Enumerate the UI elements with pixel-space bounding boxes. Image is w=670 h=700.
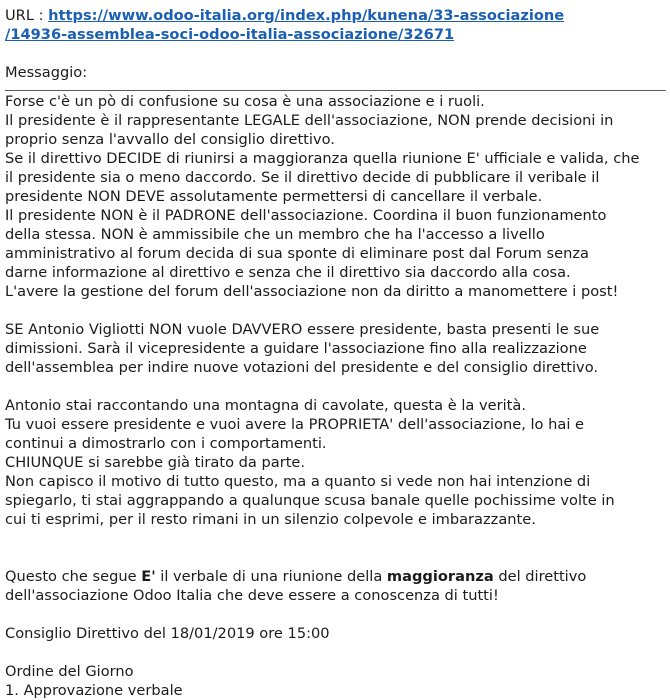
url-link-line1: https://www.odoo-italia.org/index.php/kunena/33-associazione	[48, 7, 565, 24]
text-line: della stessa. NON è ammissibile che un membro che ha l'accesso a livello	[5, 226, 545, 243]
paragraph-roles	[5, 92, 667, 301]
spacer	[5, 301, 667, 320]
text-line: presidente NON DEVE assolutamente permettersi di cancellare il verbale.	[5, 188, 543, 205]
text-line: Forse c'è un pò di confusione su cosa è una associazione e i ruoli.	[5, 93, 485, 110]
text-line: darne informazione al direttivo e senza che il direttivo sia daccordo alla cosa.	[5, 264, 571, 281]
text-line: Tu vuoi essere presidente e vuoi avere la PROPRIETA' dell'associazione, lo hai e	[5, 416, 584, 433]
text-line: continui a dimostrarlo con i comportamenti.	[5, 435, 327, 452]
spacer	[5, 44, 667, 63]
agenda-item-cut	[5, 681, 667, 699]
url-link[interactable]	[5, 7, 564, 43]
paragraph-accusation	[5, 396, 667, 529]
agenda-title: Ordine del Giorno	[5, 663, 134, 680]
text-line: spiegarlo, ti stai aggrappando a qualunque scusa banale quelle pochissime volte in	[5, 492, 615, 509]
text-line: Se il direttivo DECIDE di riunirsi a maggioranza quella riunione E' ufficiale e valida, che	[5, 150, 640, 167]
text-line: Il presidente è il rappresentante LEGALE dell'associazione, NON prende decisioni in	[5, 112, 614, 129]
message-label: Messaggio:	[5, 64, 88, 81]
text-line	[5, 567, 667, 586]
meeting-line: Consiglio Direttivo del 18/01/2019 ore 15:00	[5, 625, 330, 642]
text-run: il verbale di una riunione della	[155, 568, 387, 585]
text-line: SE Antonio Vigliotti NON vuole DAVVERO essere presidente, basta presenti le sue	[5, 321, 600, 338]
agenda-item-1: 1. Approvazione verbale	[5, 682, 183, 699]
divider	[5, 90, 666, 91]
text-run: Questo che segue	[5, 568, 142, 585]
text-line: cui ti esprimi, per il resto rimani in un silenzio colpevole e imbarazzante.	[5, 511, 536, 528]
text-line: amministrativo al forum decida di sua sponte di eliminare post dal Forum senza	[5, 245, 589, 262]
paragraph-minutes-intro	[5, 567, 667, 605]
url-link-line2: /14936-assemblea-soci-odoo-italia-associazione/32671	[5, 26, 455, 43]
text-line: il presidente sia o meno daccordo. Se il direttivo decide di pubblicare il veribale il	[5, 169, 600, 186]
text-line: dell'assemblea per indire nuove votazioni del presidente e del consiglio direttivo.	[5, 359, 599, 376]
spacer	[5, 605, 667, 624]
emphasis: maggioranza	[386, 568, 494, 585]
spacer	[5, 529, 667, 567]
text-run: del direttivo	[493, 568, 587, 585]
text-line: dell'associazione Odoo Italia che deve essere a conoscenza di tutti!	[5, 587, 499, 604]
url-line	[5, 6, 667, 44]
text-line: Il presidente NON è il PADRONE dell'associazione. Coordina il buon funzionamento	[5, 207, 607, 224]
spacer	[5, 643, 667, 662]
paragraph-resignation	[5, 320, 667, 377]
text-line: L'avere la gestione del forum dell'associazione non da diritto a manomettere i post!	[5, 283, 619, 300]
url-label: URL :	[5, 7, 49, 24]
spacer	[5, 377, 667, 396]
forum-message	[5, 6, 667, 699]
text-line: Non capisco il motivo di tutto questo, ma a quanto si vede non hai intenzione di	[5, 473, 591, 490]
text-line: CHIUNQUE si sarebbe già tirato da parte.	[5, 454, 306, 471]
emphasis: E'	[141, 568, 156, 585]
text-line: proprio senza l'avvallo del consiglio direttivo.	[5, 131, 335, 148]
text-line: dimissioni. Sarà il vicepresidente a guidare l'associazione fino alla realizzazione	[5, 340, 587, 357]
text-line: Antonio stai raccontando una montagna di cavolate, questa è la verità.	[5, 397, 526, 414]
